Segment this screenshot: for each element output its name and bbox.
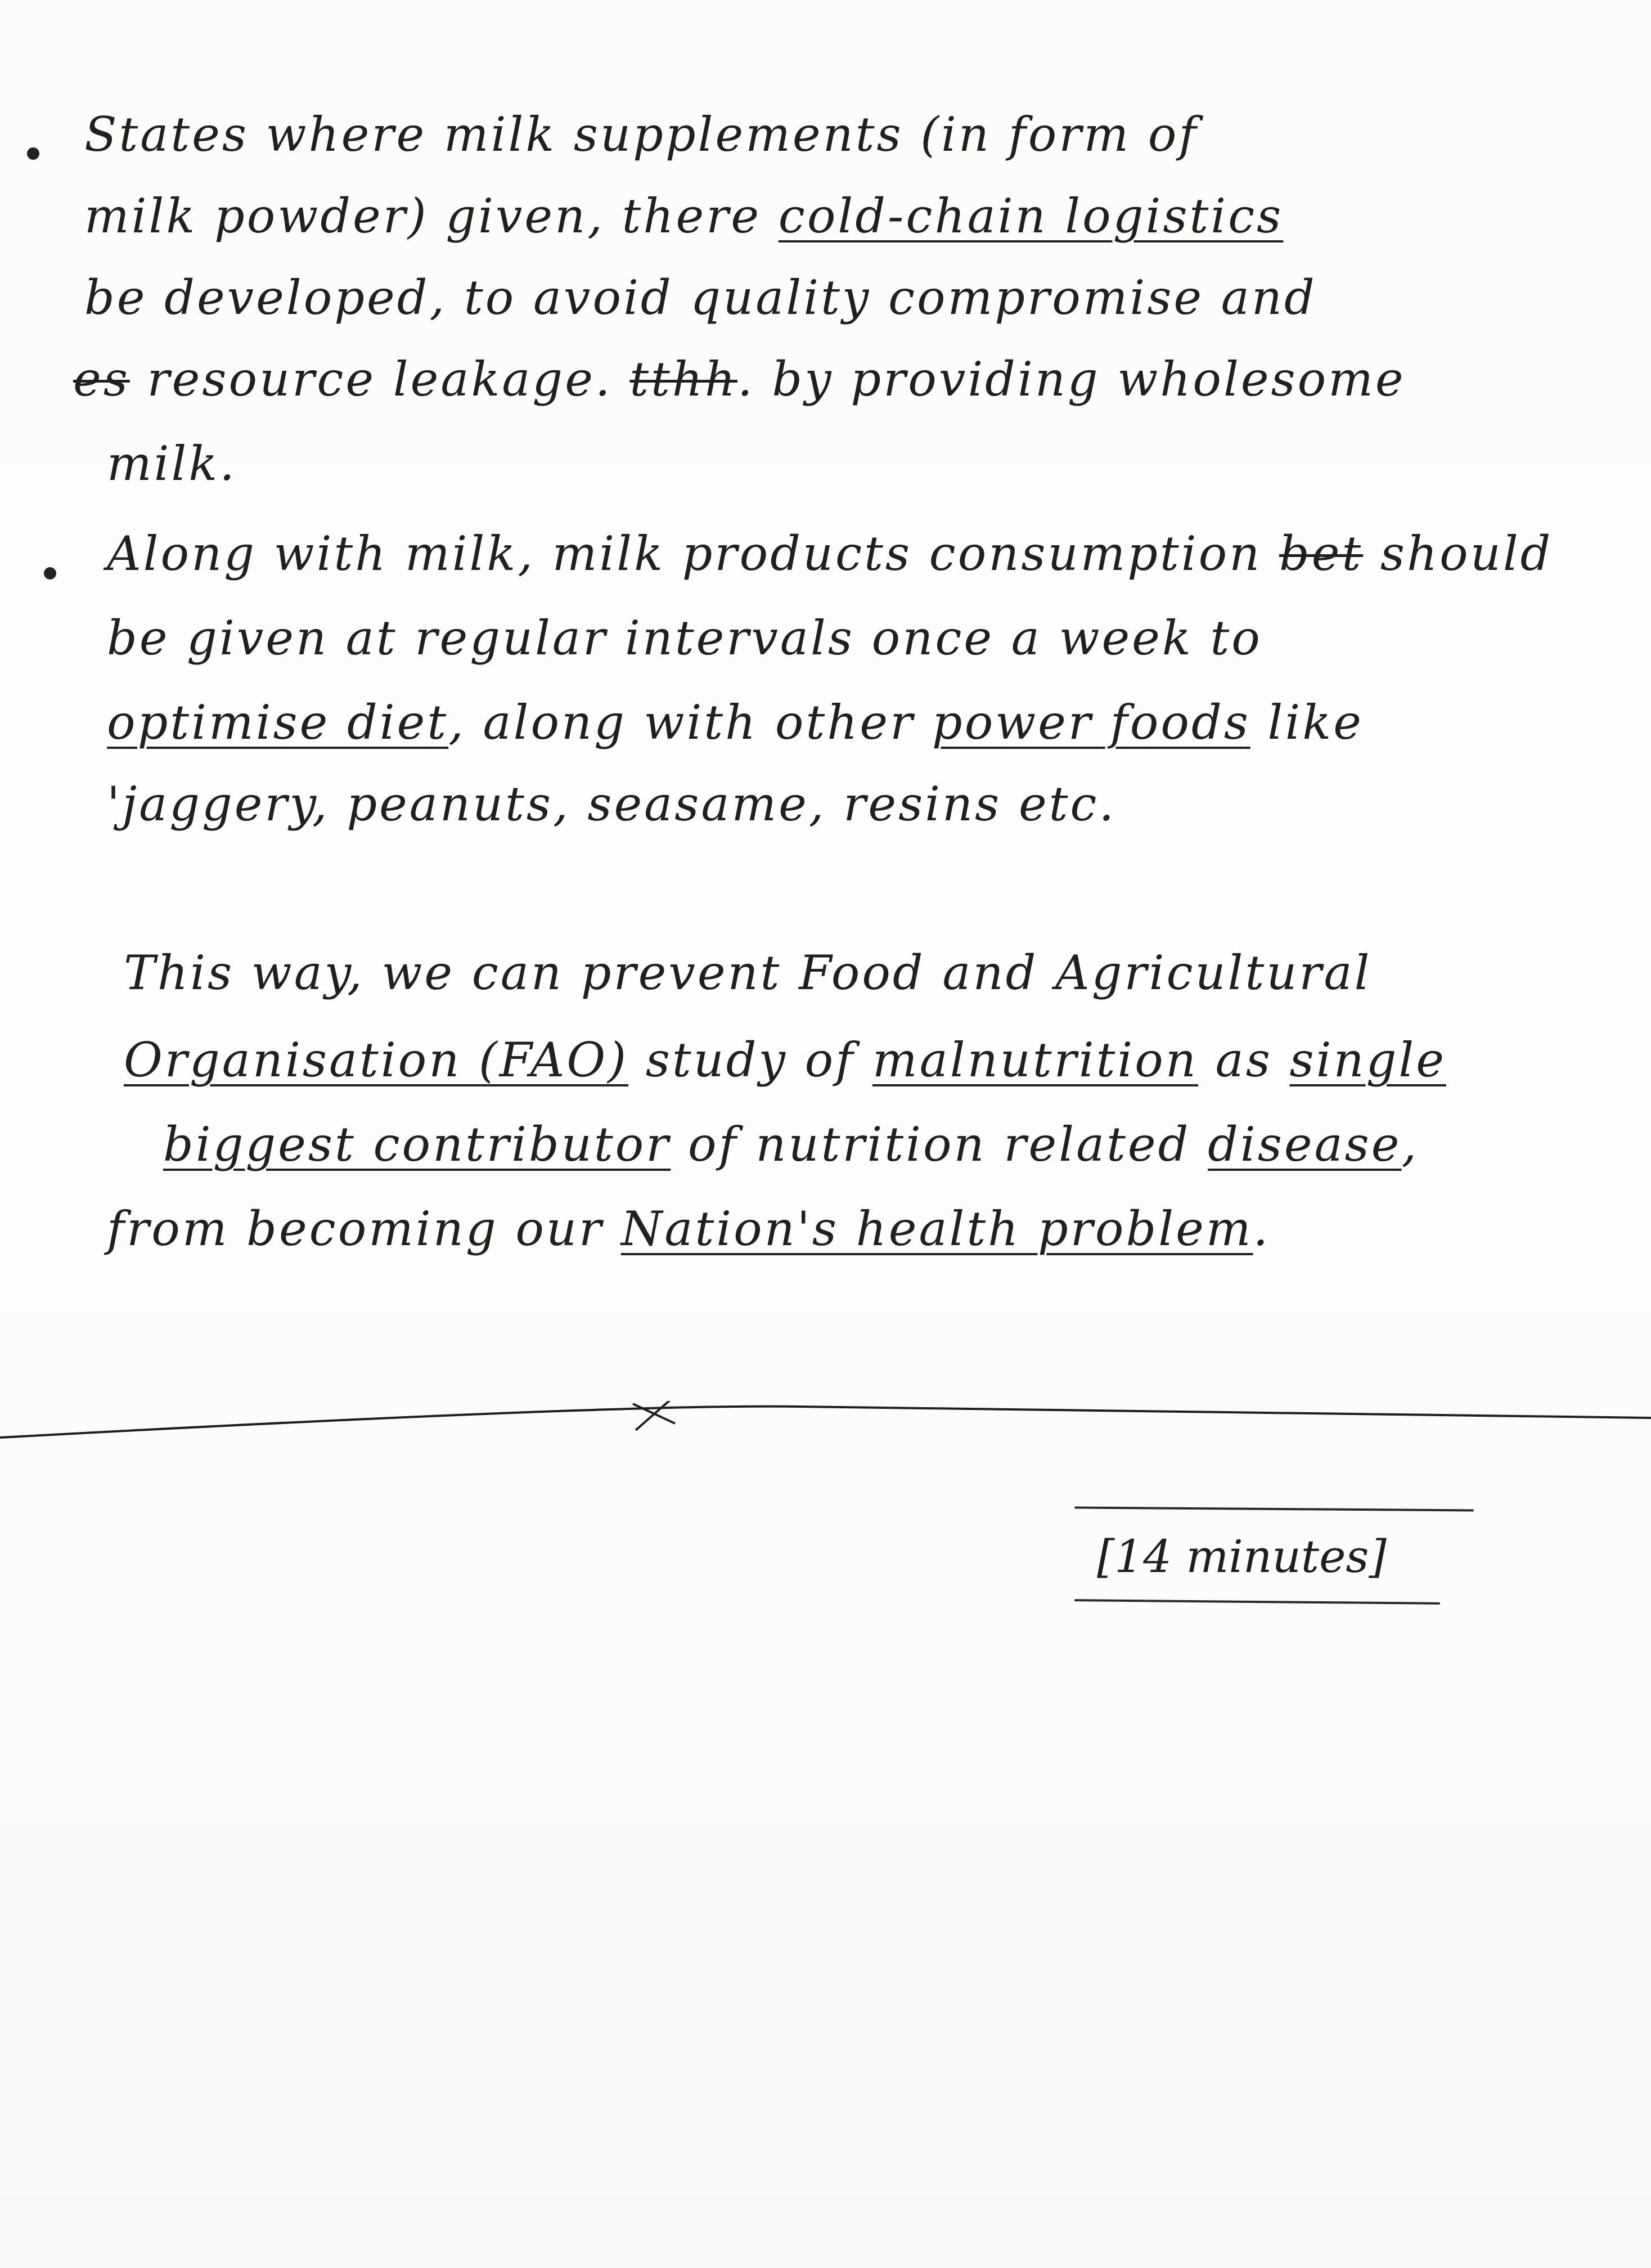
conclusion-line [163, 1117, 1419, 1172]
conclusion-line [124, 1032, 1446, 1088]
bottom-rule [1074, 1599, 1440, 1605]
text-segment: like [1250, 695, 1364, 750]
text-segment: 'jaggery, peanuts, seasame, resins etc. [107, 776, 1117, 832]
text-segment: . by providing wholesome [737, 352, 1406, 407]
text-segment: of nutrition related [671, 1117, 1208, 1172]
underlined-phrase: single [1289, 1032, 1446, 1088]
underlined-phrase: malnutrition [872, 1032, 1198, 1088]
text-line [73, 352, 1406, 407]
struck-word: bet [1279, 526, 1364, 581]
text-segment: , along with other [448, 695, 932, 750]
text-line [84, 270, 1317, 325]
text-line [107, 526, 1553, 581]
text-segment: milk powder) given, there [84, 188, 779, 244]
text-segment: This way, we can prevent Food and Agricultural [124, 945, 1372, 1000]
text-segment: States where milk supplements (in form of [84, 107, 1199, 162]
end-of-answer-divider [0, 1401, 1651, 1452]
text-line [84, 188, 1283, 244]
underlined-phrase: Nation's health problem [620, 1201, 1253, 1256]
conclusion-line [124, 945, 1371, 1000]
underlined-phrase: optimise diet [107, 695, 449, 750]
text-line [107, 695, 1364, 750]
underlined-phrase: cold-chain logistics [778, 188, 1284, 244]
text-segment: , [1401, 1117, 1419, 1172]
struck-word: es [73, 352, 130, 407]
underlined-phrase: Organisation (FAO) [124, 1032, 629, 1088]
text-line [84, 107, 1199, 162]
text-segment: from becoming our [107, 1201, 621, 1256]
text-line [107, 610, 1262, 666]
text-segment: be given at regular intervals once a week to [107, 610, 1262, 666]
top-rule [1074, 1507, 1474, 1512]
struck-word: tthh [629, 352, 738, 407]
text-segment: be developed, to avoid quality compromise and [84, 270, 1317, 325]
text-line [107, 436, 237, 491]
underlined-phrase: disease [1208, 1117, 1402, 1172]
text-segment: study of [628, 1032, 873, 1088]
bullet-point-2 [44, 567, 56, 580]
conclusion-line [107, 1201, 1270, 1256]
time-taken-label: [14 minutes] [1097, 1530, 1387, 1583]
text-line [107, 776, 1116, 832]
text-segment: resource leakage. [129, 352, 630, 407]
text-segment: . [1253, 1201, 1271, 1256]
bullet-point-1 [27, 147, 39, 160]
cross-mark-icon [633, 1401, 675, 1430]
text-segment: should [1363, 526, 1553, 581]
text-segment: as [1198, 1032, 1290, 1088]
underlined-phrase: power foods [932, 695, 1250, 750]
time-taken-box [1074, 1508, 1479, 1632]
underlined-phrase: biggest contributor [163, 1117, 671, 1172]
text-segment: Along with milk, milk products consumption [107, 526, 1279, 581]
text-segment: milk. [107, 436, 237, 491]
